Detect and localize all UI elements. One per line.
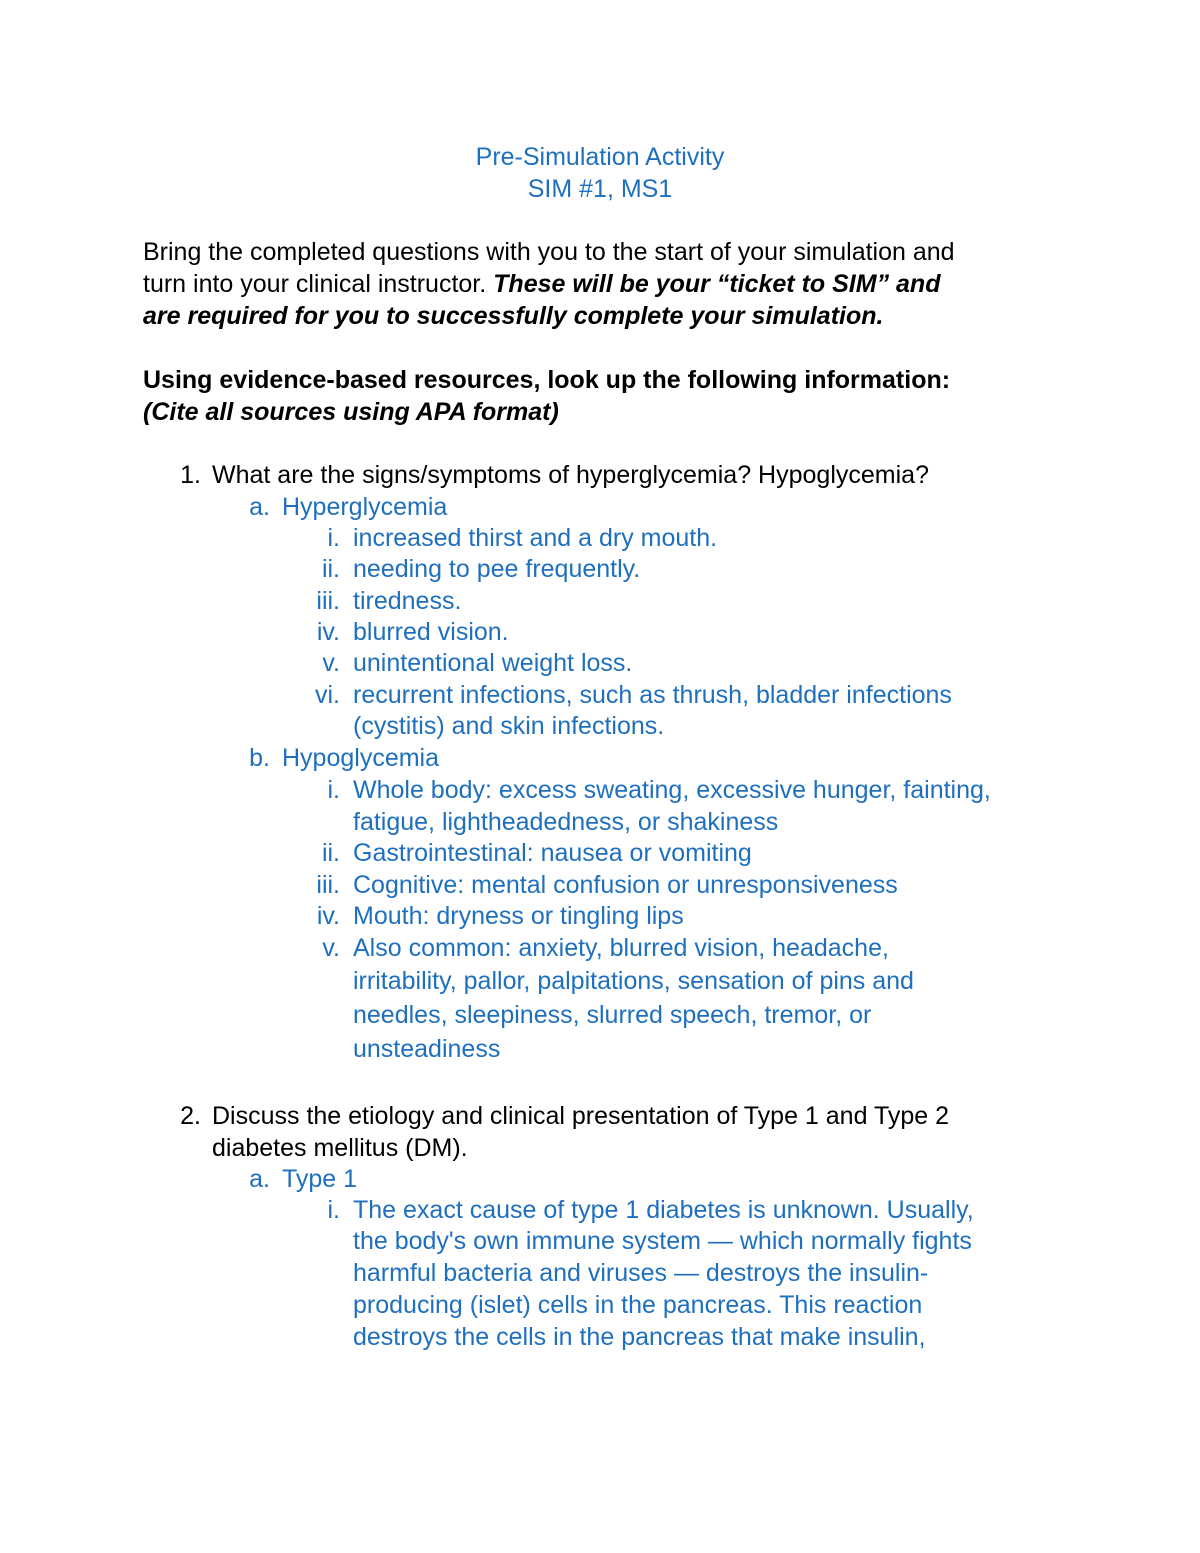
list-marker: iii. — [316, 587, 340, 615]
list-item: needing to pee frequently. — [353, 555, 641, 583]
list-item: increased thirst and a dry mouth. — [353, 524, 718, 552]
type-1-heading: Type 1 — [282, 1165, 358, 1193]
intro-line-2-plain: turn into your clinical instructor. — [143, 270, 494, 298]
list-item: Cognitive: mental confusion or unresponsiveness — [353, 871, 898, 899]
list-marker: ii. — [321, 555, 340, 583]
list-marker: v. — [322, 649, 340, 677]
list-marker: a. — [249, 493, 270, 521]
page-title: Pre-Simulation Activity — [475, 143, 725, 171]
list-item-continuation: needles, sleepiness, slurred speech, tremor, or — [353, 1001, 872, 1029]
question-2-text: Discuss the etiology and clinical presentation of Type 1 and Type 2 — [212, 1102, 950, 1130]
list-item: Also common: anxiety, blurred vision, headache, — [353, 934, 889, 962]
list-item: The exact cause of type 1 diabetes is unknown. Usually, — [353, 1196, 974, 1224]
list-item: tiredness. — [353, 587, 462, 615]
list-item-continuation: harmful bacteria and viruses — destroys the insulin- — [353, 1259, 929, 1287]
intro-line-1: Bring the completed questions with you to the start of your simulation and — [143, 238, 955, 266]
list-marker: vi. — [315, 681, 340, 709]
list-marker: v. — [322, 934, 340, 962]
instructions-line-1: Using evidence-based resources, look up the following information: — [143, 366, 951, 394]
intro-line-2-emphasis: These will be your “ticket to SIM” and — [493, 270, 941, 298]
list-marker: iv. — [316, 902, 340, 930]
list-marker: i. — [327, 776, 340, 804]
question-1-number: 1. — [180, 461, 201, 489]
hyperglycemia-heading: Hyperglycemia — [282, 493, 448, 521]
list-marker: iii. — [316, 871, 340, 899]
list-item-continuation: irritability, pallor, palpitations, sensation of pins and — [353, 967, 914, 995]
list-marker: i. — [327, 524, 340, 552]
list-item-continuation: producing (islet) cells in the pancreas. This reaction — [353, 1291, 923, 1319]
question-2-number: 2. — [180, 1102, 201, 1130]
list-item: Whole body: excess sweating, excessive hunger, fainting, — [353, 776, 991, 804]
list-item-continuation: fatigue, lightheadedness, or shakiness — [353, 808, 779, 836]
list-marker: b. — [249, 744, 270, 772]
intro-line-2 — [143, 269, 940, 300]
list-item: blurred vision. — [353, 618, 509, 646]
list-item-continuation: destroys the cells in the pancreas that make insulin, — [353, 1323, 926, 1351]
list-item: unintentional weight loss. — [353, 649, 633, 677]
list-item-continuation: (cystitis) and skin infections. — [353, 712, 665, 740]
list-item: Gastrointestinal: nausea or vomiting — [353, 839, 752, 867]
list-marker: i. — [327, 1196, 340, 1224]
list-marker: a. — [249, 1165, 270, 1193]
intro-line-3-emphasis: are required for you to successfully complete your simulation. — [143, 302, 884, 330]
list-item: recurrent infections, such as thrush, bladder infections — [353, 681, 952, 709]
list-marker: ii. — [321, 839, 340, 867]
hypoglycemia-heading: Hypoglycemia — [282, 744, 440, 772]
list-item-continuation: the body's own immune system — which normally fights — [353, 1227, 972, 1255]
question-2-text-continuation: diabetes mellitus (DM). — [212, 1134, 468, 1162]
list-item-continuation: unsteadiness — [353, 1035, 501, 1063]
instructions-line-2: (Cite all sources using APA format) — [143, 398, 559, 426]
list-item: Mouth: dryness or tingling lips — [353, 902, 684, 930]
page-subtitle: SIM #1, MS1 — [527, 175, 673, 203]
question-1-text: What are the signs/symptoms of hyperglycemia? Hypoglycemia? — [212, 461, 929, 489]
list-marker: iv. — [316, 618, 340, 646]
